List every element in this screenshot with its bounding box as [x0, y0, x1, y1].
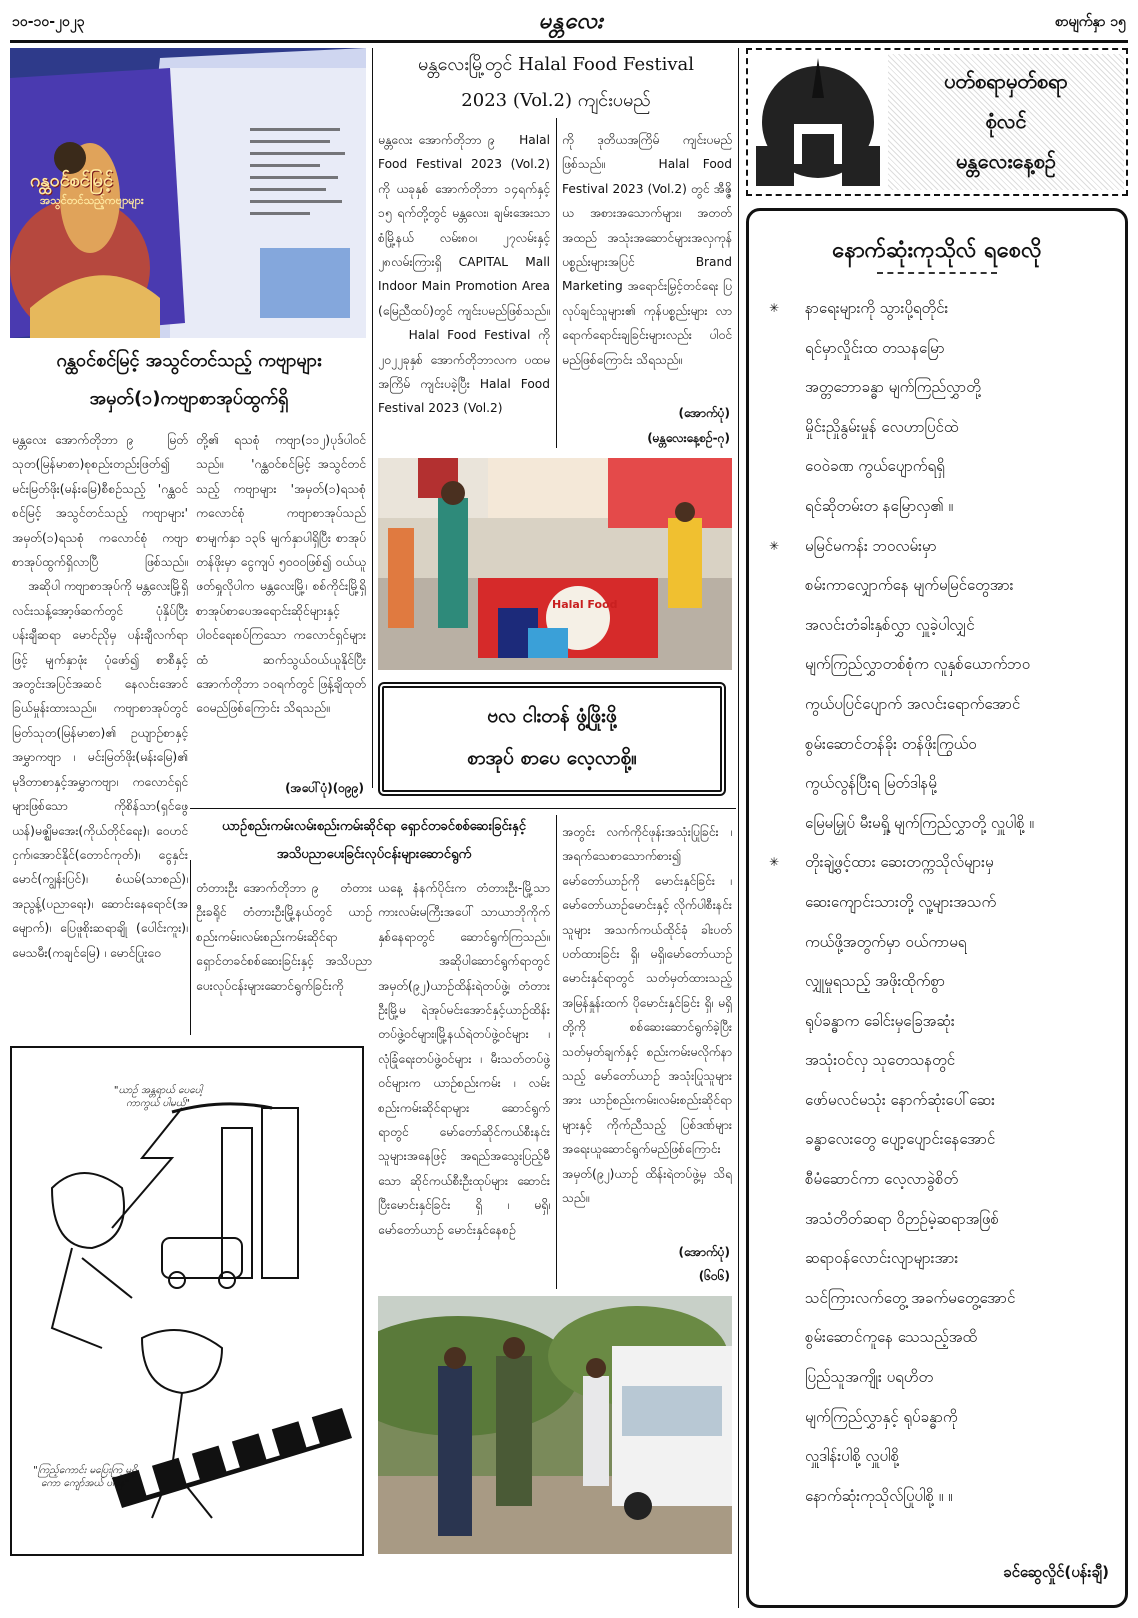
poem-line-text: ရင်ဆိုတမ်းတ နမြောလှ၏ ။ — [805, 496, 953, 515]
halal-headline-1-text: မန္တလေးမြို့တွင် Halal Food Festival — [418, 54, 694, 75]
book-cover-photo — [10, 48, 366, 338]
poem-line-text: ဆရာဝန်လောင်းလျာများအား — [805, 1249, 959, 1268]
book-body-col2: တို့၏ ရသစုံ ကဗျာ(၁၁၂)ပုဒ်ပါဝင်သည်။ 'ဂန္ထဝင်စင်မြင့် အသွင်တင်သည့် ကဗျာများ 'အမှတ်(၁)ရသစုံ ကလောင်စုံ ကဗျာစာအုပ်သည် စာမျက်နှာ ၁၃၆ မျက်နှာပါရှိပြီး စာအုပ်တန်ဖိုးမှာ ငွေကျပ် ၅၀၀၀ဖြစ်၍ ဝယ်ယူဖတ်ရှုလိုပါက မန္တလေးမြို့၊ စစ်ကိုင်းမြို့ရှိ စာအုပ်စာပေအရောင်းဆိုင်များနှင့် ပါဝင်ရေးစပ်ကြသော ကလောင်ရှင်များထံ ဆက်သွယ်ဝယ်ယူနိုင်ပြီး အောက်တိုဘာ ၁၀ရက်တွင် ဖြန့်ချိထုတ်ဝေမည်ဖြစ်ကြောင်း သိရသည်။ — [196, 433, 366, 716]
poem-line-text: ခန္ဓာလေးတွေ ပျော့ပျောင်းနေအောင် — [805, 1130, 996, 1149]
header-rule — [10, 40, 1128, 43]
poem-line-text: စွမ်းဆောင်ကူနေ သေသည့်အထိ — [805, 1328, 978, 1347]
divider-roads-col — [190, 860, 191, 1035]
poem-line — [769, 329, 1119, 369]
stanza-bullet-icon: ✳ — [769, 855, 780, 870]
ad-line-1: ပတ်စရာမှတ်စရာ — [944, 69, 1068, 93]
issue-date: ၁၀-၁၀-၂၀၂၃ — [12, 14, 85, 30]
poem-line — [769, 487, 1119, 527]
promo-line-1: ဗလ ငါးတန် ဖွံ့ဖြိုးဖို့ — [487, 705, 617, 727]
cartoon-panel — [10, 1046, 364, 1556]
book-headline-1: ဂန္ထဝင်စင်မြင့် အသွင်တင်သည့် ကဗျာများ — [56, 350, 322, 371]
roads-headline-2: အသိပညာပေးခြင်းလုပ်ငန်းများဆောင်ရွက် — [276, 847, 472, 862]
poem-line-text: ပြည်သူအကျိုး ပရဟိတ — [805, 1368, 934, 1387]
halal-headline-2 — [380, 88, 732, 115]
poem-line-text: မှိုင်းညှိုနွမ်းမှုန် လေဟာပြင်ထဲ — [805, 417, 959, 436]
masthead-text: မန္တလေး — [538, 8, 604, 34]
poem-line-text: လျှုမှုရသည့် အဖိုးထိုက်စွာ — [805, 972, 946, 991]
poem-line — [769, 1002, 1119, 1042]
poem-line-text: ဆေးကျောင်းသားတို့ လူ့များအသက် — [805, 892, 997, 911]
poem-line — [769, 1200, 1119, 1240]
halal-body-col2: ကို ဒုတိယအကြိမ် ကျင်းပမည်ဖြစ်သည်။ Halal Food Festival 2023 (Vol.2) တွင် အီဇ္ဇိယ အစားအသောက်များ၊ အတတ်အထည် အသုံးအဆောင်များအလှကုန်ပစ္စည်းများအပြင် Brand Marketing အရောင်းမြှင့်တင်ရေး ပြလုပ်ချင်သူများ၏ ကုန်ပစ္စည်းများ လာရောက်ရောင်းချခြင်းများလည်း ပါဝင်မည်ဖြစ်ကြောင်း သိရသည်။ — [562, 133, 732, 367]
stanza-bullet-icon: ✳ — [769, 301, 780, 315]
book-byline: (အပေါ်ပုံ)(၀၉၉) — [285, 781, 364, 795]
poem-line — [769, 606, 1119, 646]
poem-line-text: လှူဒါန်းပါစို့ လှူပါစို့ — [805, 1447, 900, 1466]
poem-box — [746, 208, 1128, 1608]
traffic-photo-scene — [378, 1296, 732, 1554]
poem-line — [769, 368, 1119, 408]
poem-line-text: အလင်းတံခါးနှစ်လွှာ လှူခဲ့ပါလျှင် — [805, 615, 975, 634]
halal-headline-2-text: 2023 (Vol.2) ကျင်းပမည် — [461, 90, 651, 111]
poem-line — [769, 1160, 1119, 1200]
poem-line-text: ကွယ်ပပြင်ပျောက် အလင်းရောက်အောင် — [805, 694, 1021, 713]
roads-byline-1: (အောက်ပုံ) — [678, 1245, 730, 1259]
masthead-logo — [496, 6, 646, 40]
poem-line — [769, 1120, 1119, 1160]
poem-line-text: နာရေးများကို သွားပို့ရတိုင်း — [805, 299, 949, 317]
masthead-ad-box — [746, 48, 1128, 196]
poem-title: နောက်ဆုံးကုသိုလ် ရစေလို — [832, 238, 1042, 263]
roads-byline-2: (၆၀၆) — [698, 1269, 730, 1283]
ad-text-panel — [888, 54, 1124, 190]
divider-col3 — [556, 815, 557, 1289]
book-headline-2: အမှတ်(၁)ကဗျာစာအုပ်ထွက်ရှိ — [89, 388, 289, 409]
roads-body-col1: တံတားဦး အောက်တိုဘာ ၉ တံတားဦးခရိုင် တံတားဦးမြို့နယ်တွင် ယာဉ်စည်းကမ်း၊လမ်းစည်းကမ်းဆိုင်ရာရှောင်တခင်စစ်ဆေးခြင်းနှင့် အသိပညာပေးလုပ်ငန်းများဆောင်ရွက်ခြင်းကို — [196, 881, 372, 993]
poem-line-text: နောက်ဆုံးကုသိုလ်ပြုပါစို့ ။ ။ — [805, 1486, 953, 1505]
halal-festival-photo — [378, 458, 732, 670]
cover-subtitle: အသွင်တင်သည့်ကဗျာများ — [40, 194, 144, 207]
roads-body-col2: ယနေ့ နံနက်ပိုင်းက တံတားဦး-မြို့သာကားလမ်းမကြီးအပေါ် သာယာဘိုကိုက်နှစ်နေရာတွင် ဆောင်ရွက်ကြသည်။ အဆိုပါဆောင်ရွက်ရာတွင် အမှတ်(၉၂)ယာဉ်ထိန်းရဲတပ်ဖွဲ့၊ တံတားဦးမြို့မ ရဲအုပ်မင်းအောင်နှင့်ယာဉ်ထိန်းတပ်ဖွဲ့ဝင်များ၊မြို့နယ်ရဲတပ်ဖွဲ့ဝင်များ ၊ လုံခြုံရေးတပ်ဖွဲ့ဝင်များ ၊ မီးသတ်တပ်ဖွဲ့ဝင်များက ယာဉ်စည်းကမ်း ၊ လမ်းစည်းကမ်းဆိုင်ရာများ ဆောင်ရွက်ရာတွင် မော်တော်ဆိုင်ကယ်စီးနင်းသူများအနေဖြင့် အရည်အသွေးပြည့်မီသော ဆိုင်ကယ်စီးဦးထုပ်များ ဆောင်းပြီးမောင်းနှင်ခြင်း ရှိ ၊ မရှိ၊ မော်တော်ယာဉ် မောင်းနှင်နေစဉ် — [378, 881, 550, 1237]
poem-line — [769, 527, 1119, 567]
poem-line — [769, 1398, 1119, 1438]
traffic-check-photo — [378, 1296, 732, 1554]
poem-title-underline — [877, 272, 997, 274]
page-number: စာမျက်နှာ ၁၅ — [1054, 14, 1126, 30]
poem-line-text: ကွယ်လွန်ပြီးရ မြတ်ဒါနမို့ — [805, 774, 937, 793]
poem-line — [769, 962, 1119, 1002]
halal-headline-1 — [380, 52, 732, 79]
poem-line — [769, 1239, 1119, 1279]
poem-line-text: မျက်ကြည်လွှာနှင့် ရုပ်ခန္ဓာကို — [805, 1407, 958, 1426]
poem-line-text: ရင်မှာလှိုင်းထ တသနမြော — [805, 338, 945, 357]
poem-line-text: မြေမမြှုပ် မီးမရှို့ မျက်ကြည်လွှာတို့ လှူပါစို့ ။ — [805, 813, 1034, 832]
promo-box — [378, 682, 726, 796]
poem-line-text: မမြင်မကန်း ဘဝလမ်းမှာ — [805, 536, 937, 555]
cartoon-bubble-top: "ယာဉ် အန္တရာယ် ပေပေါ့ ကာကွယ် ပါမယ်" — [113, 1085, 203, 1109]
poem-line — [769, 685, 1119, 725]
poem-line — [769, 804, 1119, 844]
poem-line-text: စွမ်းဆောင်တန်ခိုး တန်ဖိုးကြွယ်ဝ — [805, 734, 977, 753]
poem-line — [769, 408, 1119, 448]
divider-roads-top — [190, 808, 736, 809]
poem-line-text: အသံတိတ်ဆရာ ဝိဉာဉ်မဲ့ဆရာအဖြစ် — [805, 1209, 999, 1228]
palace-tower-icon — [752, 54, 884, 190]
poem-line-text: ဖော်မလင်မသုံး နောက်ဆုံးပေါ်ဆေး — [805, 1090, 995, 1109]
halal-byline-2: (မန္တလေးနေ့စဉ်-ဂု) — [647, 431, 730, 445]
divider-col1 — [372, 48, 373, 788]
book-body-col1: မန္တလေး အောက်တိုဘာ ၉ မြတ်သုတ(မြန်မာစာ)စုစည်းတည်းဖြတ်၍ မင်းမြတ်ဖိုး(မန်းမြေ)စီစဉ်သည့် 'ဂန္ထဝင်စင်မြင့် အသွင်တင်သည့် ကဗျာများ' အမှတ်(၁)ရသစုံ ကလောင်စုံ ကဗျာစာအုပ်ထွက်ရှိလာပြီ ဖြစ်သည်။ အဆိုပါ ကဗျာစာအုပ်ကို မန္တလေးမြို့ရှိ လင်းသန့်အော့ဖ်ဆက်တွင် ပုံနှိပ်ပြီး ပန်းချီဆရာ မောင်ညိုမှ ပန်းချီလက်ရာဖြင့် မျက်နှာဖုံး ပုံဖော်၍ စာစီနှင့်အတွင်းအပြင်အဆင် နေလင်းအောင်ခြယ်မှုန်းထားသည်။ ကဗျာစာအုပ်တွင် မြတ်သုတ(မြန်မာစာ)၏ ဥယျာဉ်စာနှင့် အမွှာကဗျာ ၊ မင်းမြတ်ဖိုး(မန်းမြေ)၏ မုဒိတာစာနှင့်အမွှာကဗျာ၊ ကလောင်ရှင်များဖြစ်သော ကိုစိန်သာ(ရှင်ဖွေယန်)မဇ္ဈိမအေး(ကိုယ်တိုင်ရေး)၊ ဝေဟင်ငှက်၊အောင်နိုင်(တောင်ကုတ်)၊ ငွေနှင်းမောင်(ကျွန်းပြင်)၊ စံယမ်(သာစည်)၊အညွန့်(ပညာရေး)၊ ဆောင်းနေရောင်(အမျောက်)၊ ပြေဖူစိုးဆရာချို (ပေါင်းကူး)၊ မေသမီး(ကချင်မြေ) ၊ မောင်ပြုးဝေ — [12, 433, 188, 960]
poem-line — [769, 1041, 1119, 1081]
divider-halal-split — [556, 118, 557, 448]
stanza-bullet-icon: ✳ — [769, 538, 780, 553]
poem-line — [769, 883, 1119, 923]
poem-line — [769, 725, 1119, 765]
poem-line-text: စီမံဆောင်ကာ လေ့လာခွဲစိတ် — [805, 1170, 959, 1189]
poem-line — [769, 1081, 1119, 1121]
cover-title: ဂန္ထဝင်စင်မြင့် — [30, 170, 114, 191]
poem-line — [769, 1358, 1119, 1398]
halal-byline-1: (အောက်ပုံ) — [678, 406, 730, 420]
halal-photo-scene — [378, 458, 732, 670]
ad-line-2: စုံလင် — [985, 109, 1027, 133]
poem-line — [769, 1279, 1119, 1319]
poem-line — [769, 1437, 1119, 1477]
poem-line — [769, 447, 1119, 487]
halal-banner-text: Halal Food — [552, 598, 618, 611]
poem-line — [769, 923, 1119, 963]
poem-line — [769, 645, 1119, 685]
poem-line — [769, 764, 1119, 804]
poem-line-text: မျက်ကြည်လွှာတစ်စုံက လူနှစ်ယောက်ဘဝ — [805, 655, 1031, 674]
poem-line — [769, 843, 1119, 883]
poem-line-text: အသုံးဝင်လှ သုတေသနတွင် — [805, 1051, 956, 1070]
halal-body-col1: မန္တလေး အောက်တိုဘာ ၉ Halal Food Festival 2023 (Vol.2) ကို ယခုနှစ် အောက်တိုဘာ ၁၄ရက်နှင့် ၁၅ ရက်တို့တွင် မန္တလေး၊ ချမ်းအေးသာစံမြို့နယ် လမ်း၈၀၊ ၂၇လမ်းနှင့် ၂၈လမ်းကြားရှိ CAPITAL Mall Indoor Main Promotion Area (မြေညီထပ်)တွင် ကျင်းပမည်ဖြစ်သည်။ Halal Food Festival ကို ၂၀၂၂ခုနှစ် အောက်တိုဘာလက ပထမအကြိမ် ကျင်းပခဲ့ပြီး Halal Food Festival 2023 (Vol.2) — [378, 133, 550, 416]
poem-line-text: ဝေဝဲခဏ ကွယ်ပျောက်ရရှိ — [805, 457, 945, 476]
roads-headline-1: ယာဉ်စည်းကမ်းလမ်းစည်းကမ်းဆိုင်ရာ ရှောင်တခင်စစ်ဆေးခြင်းနှင့် — [222, 819, 526, 834]
divider-col2 — [738, 48, 739, 1608]
poem-line-text: ရုပ်ခန္ဓာက ခေါင်းမှခြေအဆုံး — [805, 1011, 955, 1030]
poem-line-text: ကယ်ဖို့အတွက်မှာ ဝယ်ကာမရ — [805, 932, 967, 951]
poem-line — [769, 289, 1119, 329]
poem-line-text: တိုးချဲ့ဖွင့်ထား ဆေးတက္ကသိုလ်များမှ — [805, 853, 994, 872]
cartoon-bubble-bottom: "ကြည့်ကောင်း မပြေးကြ မရှိကော ကျော်အယ် ပါနေ" — [33, 1465, 137, 1489]
ad-line-3: မန္တလေးနေ့စဉ် — [956, 149, 1056, 173]
poem-line — [769, 1477, 1119, 1517]
poem-author: ခင်ဆွေလှိုင်(ပန်းချီ) — [1003, 1563, 1109, 1581]
promo-line-2: စာအုပ် စာပေ လေ့လာစို့။ — [467, 747, 637, 769]
poem-body — [769, 289, 1119, 1516]
poem-line — [769, 1318, 1119, 1358]
poem-line — [769, 566, 1119, 606]
poem-line-text: သင်ကြားလက်တွေ့ အခက်မတွေ့အောင် — [805, 1288, 1016, 1307]
roads-body-col3: အတွင်း လက်ကိုင်ဖုန်းအသုံးပြုခြင်း ၊ အရက်သေစာသောက်စား၍ မော်တော်ယာဉ်ကို မောင်းနှင်ခြင်း ၊ မော်တော်ယာဉ်မောင်းနှင့် လိုက်ပါစီးနင်းသူများ အသက်ကယ်ထိုင်ခုံ ခါးပတ် ပတ်ထားခြင်း ရှိ၊ မရှိ၊မော်တော်ယာဉ်မောင်းနှင်ရာတွင် သတ်မှတ်ထားသည့် အမြန်နှုန်းထက် ပိုမောင်းနှင်ခြင်း ရှိ၊ မရှိတို့ကို စစ်ဆေးဆောင်ရွက်ခဲ့ပြီး သတ်မှတ်ချက်နှင့် စည်းကမ်းမလိုက်နာသည့် မော်တော်ယာဉ် အသုံးပြုသူများအား ယာဉ်စည်းကမ်း၊လမ်းစည်းဆိုင်ရာများနှင့် ကိုက်ညီသည့် ပြစ်ဒဏ်များအရေးယူဆောင်ရွက်မည်ဖြစ်ကြောင်း အမှတ်(၉၂)ယာဉ် ထိန်းရဲတပ်ဖွဲ့မှ သိရသည်။ — [562, 825, 732, 1206]
poem-line-text: အတ္တဘောခန္ဓာ မျက်ကြည်လွှာတို့ — [805, 378, 981, 397]
poem-line-text: စမ်းကာလျှောက်နေ မျက်မမြင်တွေအား — [805, 576, 1014, 595]
